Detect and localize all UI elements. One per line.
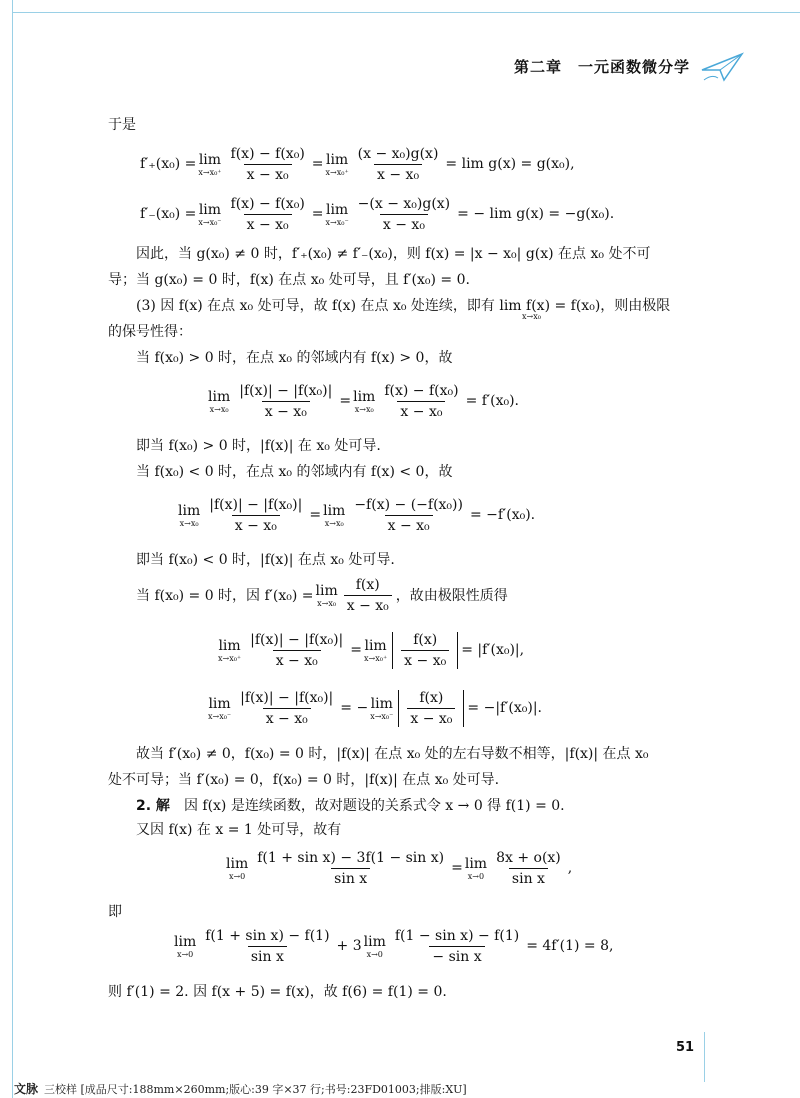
footer-info: 三校样 [成品尺寸:188mm×260mm;版心:39 字×37 行;书号:23FD01003;排版:XU] <box>44 1083 467 1096</box>
equation-abs-negative: lim x→x₀ $\frac{\text{|f(x)| − |f(x₀)|}}{\text{x − x₀}}$ = lim x→x₀ $\frac{\text{−f(x) − (−f(x₀))}}{\text{x − x₀}}$ = −f′(x₀). <box>178 496 536 534</box>
paragraph-line: 导；当 g(x₀) = 0 时，f(x) 在点 x₀ 处可导，且 f′(x₀) = 0. <box>108 272 470 288</box>
paragraph-line: 故当 f′(x₀) ≠ 0，f(x₀) = 0 时，|f(x)| 在点 x₀ 处的左右导数不相等，|f(x)| 在点 x₀ <box>136 746 649 762</box>
paragraph-line: 当 f(x₀) < 0 时，在点 x₀ 的邻域内有 f(x) < 0，故 <box>136 464 453 480</box>
text-yushi: 于是 <box>108 117 136 133</box>
paper-plane-icon <box>700 50 744 86</box>
solution-2-line: 2. 解 因 f(x) 是连续函数，故对题设的关系式令 x → 0 得 f(1) = 0. <box>136 798 565 814</box>
paragraph-line: 即当 f(x₀) < 0 时，|f(x)| 在点 x₀ 处可导. <box>136 552 395 568</box>
paragraph-line: 当 f(x₀) > 0 时，在点 x₀ 的邻域内有 f(x) > 0，故 <box>136 350 453 366</box>
paragraph-line: 的保号性得： <box>108 324 192 340</box>
paragraph-line: (3) 因 f(x) 在点 x₀ 处可导，故 f(x) 在点 x₀ 处连续，即有 lim f(x) = f(x₀)，则由极限 <box>136 298 671 314</box>
paragraph-zero-case: 当 f(x₀) = 0 时，因 f′(x₀) = lim x→x₀ $\frac{f(x)}{\text{x − x₀}}$ ，故由极限性质得 <box>136 576 508 614</box>
equation-derivative-sum: lim x→0 $\frac{\text{f(1 + sin x) − f(1)}}{\text{sin x}}$ + 3 lim x→0 $\frac{\text{f(1 − sin x) − f(1)}}{\text{− sin x}}$ = 4f′(1) = 8, <box>174 927 614 965</box>
paragraph-line: 即当 f(x₀) > 0 时，|f(x)| 在 x₀ 处可导. <box>136 438 381 454</box>
paragraph-line: 因此，当 g(x₀) ≠ 0 时，f′₊(x₀) ≠ f′₋(x₀)，则 f(x) = |x − x₀| g(x) 在点 x₀ 处不可 <box>136 246 651 262</box>
page-number-rule <box>704 1032 705 1082</box>
paragraph-line: 即 <box>108 904 122 920</box>
equation-right-derivative: f′₊(x₀) = lim x→x₀⁺ $\frac{\text{f(x) − f(x₀)}}{\text{x − x₀}}$ = lim x→x₀⁺ $\frac{\text{(x − x₀)g(x)}}{\text{x − x₀}}$ = lim g(x) = g(x₀), <box>140 145 575 183</box>
solution-label: 2. 解 <box>136 798 170 814</box>
equation-abs-left-limit: lim x→x₀⁻ $\frac{\text{|f(x)| − |f(x₀)|}}{\text{x − x₀}}$ = − lim x→x₀⁻ $\frac{f(x)}{\text{x − x₀}}$ = −|f′(x₀)|. <box>208 689 542 727</box>
print-footer <box>14 1080 467 1097</box>
chapter-header: 第二章 一元函数微分学 <box>513 58 690 76</box>
equation-abs-right-limit: lim x→x₀⁺ $\frac{\text{|f(x)| − |f(x₀)|}}{\text{x − x₀}}$ = lim x→x₀⁺ $\frac{f(x)}{\text{x − x₀}}$ = |f′(x₀)|, <box>218 631 525 669</box>
frame-line-left <box>12 0 13 1098</box>
paragraph-line: 则 f′(1) = 2. 因 f(x + 5) = f(x)，故 f(6) = f(1) = 0. <box>108 984 447 1000</box>
equation-abs-positive: lim x→x₀ $\frac{\text{|f(x)| − |f(x₀)|}}{\text{x − x₀}}$ = lim x→x₀ $\frac{\text{f(x) − f(x₀)}}{\text{x − x₀}}$ = f′(x₀). <box>208 382 520 420</box>
footer-brand: 文脉 <box>14 1082 39 1096</box>
page-number: 51 <box>676 1040 695 1055</box>
paragraph-line: 处不可导；当 f′(x₀) = 0，f(x₀) = 0 时，|f(x)| 在点 x₀ 处可导. <box>108 772 500 788</box>
paragraph-line: 又因 f(x) 在 x = 1 处可导，故有 <box>136 822 342 838</box>
equation-left-derivative: f′₋(x₀) = lim x→x₀⁻ $\frac{\text{f(x) − f(x₀)}}{\text{x − x₀}}$ = lim x→x₀⁻ $\frac{\text{−(x − x₀)g(x)}}{\text{x − x₀}}$ = − lim g(x) = −g(x₀). <box>140 195 615 233</box>
limit-subscript: x→x₀ <box>522 312 541 321</box>
equation-given-relation: lim x→0 $\frac{\text{f(1 + sin x) − 3f(1 − sin x)}}{\text{sin x}}$ = lim x→0 $\frac{8x + o(x)}{\text{sin x}}$ , <box>226 849 573 887</box>
frame-line-top <box>12 12 800 13</box>
